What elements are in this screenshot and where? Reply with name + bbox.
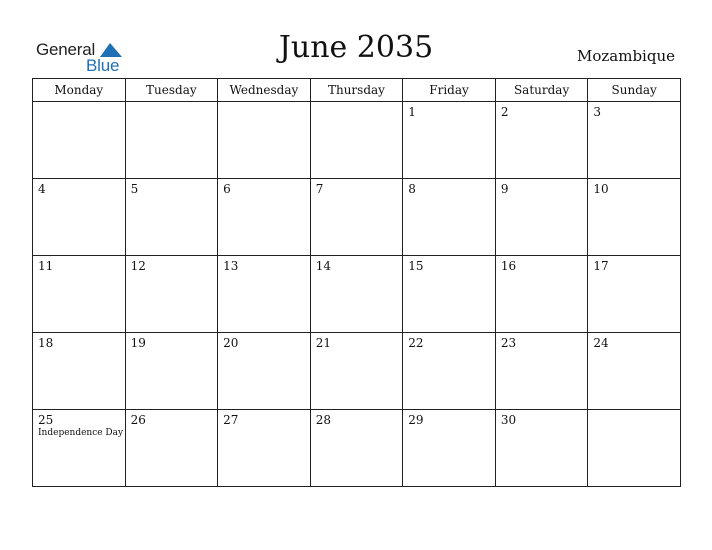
day-number: 25 bbox=[38, 413, 54, 427]
day-number: 24 bbox=[593, 336, 609, 350]
day-number: 3 bbox=[593, 105, 602, 119]
day-number: 2 bbox=[500, 105, 509, 119]
calendar-grid bbox=[32, 78, 681, 487]
day-number: 9 bbox=[500, 182, 509, 196]
day-number: 8 bbox=[408, 182, 416, 196]
day-cell bbox=[588, 102, 681, 179]
day-cell bbox=[588, 179, 681, 256]
day-cell bbox=[588, 333, 681, 410]
day-number: 14 bbox=[315, 259, 331, 273]
logo-word-general: General bbox=[36, 40, 96, 59]
day-cell bbox=[310, 410, 403, 487]
day-cell bbox=[33, 256, 126, 333]
day-cell bbox=[125, 102, 218, 179]
day-number: 26 bbox=[130, 413, 146, 427]
day-number: 28 bbox=[315, 413, 331, 427]
weekday-header: Tuesday bbox=[125, 79, 218, 102]
weekday-header: Friday bbox=[403, 79, 496, 102]
day-number: 7 bbox=[315, 182, 324, 196]
day-cell bbox=[33, 179, 126, 256]
day-number: 20 bbox=[223, 336, 239, 350]
calendar-title: June 2035 bbox=[278, 30, 434, 65]
week-row bbox=[33, 102, 681, 179]
weekday-header-row bbox=[33, 79, 681, 102]
day-cell bbox=[125, 256, 218, 333]
weekday-header: Wednesday bbox=[218, 79, 311, 102]
day-number: 15 bbox=[408, 259, 424, 273]
day-cell bbox=[33, 410, 126, 487]
day-cell bbox=[403, 410, 496, 487]
day-number: 13 bbox=[223, 259, 239, 273]
day-cell bbox=[588, 256, 681, 333]
day-cell bbox=[125, 410, 218, 487]
day-cell bbox=[218, 102, 311, 179]
day-cell bbox=[218, 333, 311, 410]
day-number: 22 bbox=[408, 336, 424, 350]
day-cell bbox=[310, 102, 403, 179]
day-cell bbox=[495, 333, 588, 410]
day-cell bbox=[218, 179, 311, 256]
day-cell bbox=[403, 333, 496, 410]
day-number: 17 bbox=[593, 259, 609, 273]
country-name: Mozambique bbox=[577, 47, 675, 65]
day-number: 1 bbox=[408, 105, 416, 119]
day-number: 10 bbox=[593, 182, 609, 196]
day-number: 23 bbox=[500, 336, 517, 350]
day-cell bbox=[310, 256, 403, 333]
day-cell bbox=[33, 333, 126, 410]
logo-word-blue: Blue bbox=[86, 56, 120, 75]
day-cell bbox=[125, 333, 218, 410]
day-number: 5 bbox=[130, 182, 139, 196]
day-number: 12 bbox=[130, 259, 146, 273]
day-number: 16 bbox=[500, 259, 517, 273]
day-cell bbox=[495, 410, 588, 487]
day-cell bbox=[495, 256, 588, 333]
day-cell bbox=[403, 102, 496, 179]
day-cell bbox=[403, 256, 496, 333]
week-row bbox=[33, 179, 681, 256]
day-cell bbox=[218, 410, 311, 487]
weekday-header: Thursday bbox=[310, 79, 403, 102]
day-cell bbox=[125, 179, 218, 256]
day-number: 29 bbox=[408, 413, 424, 427]
weekday-header: Saturday bbox=[495, 79, 588, 102]
weekday-header: Monday bbox=[33, 79, 126, 102]
day-number: 27 bbox=[223, 413, 239, 427]
day-number: 30 bbox=[500, 413, 517, 427]
day-number: 19 bbox=[130, 336, 146, 350]
day-cell bbox=[588, 410, 681, 487]
day-number: 6 bbox=[223, 182, 231, 196]
day-number: 11 bbox=[38, 259, 54, 273]
day-number: 18 bbox=[38, 336, 54, 350]
day-cell bbox=[218, 256, 311, 333]
day-number: 4 bbox=[38, 182, 46, 196]
holiday-label: Independence Day bbox=[38, 428, 124, 438]
day-cell bbox=[495, 179, 588, 256]
day-cell bbox=[310, 179, 403, 256]
week-row bbox=[33, 333, 681, 410]
day-cell bbox=[495, 102, 588, 179]
week-row bbox=[33, 256, 681, 333]
day-cell bbox=[403, 179, 496, 256]
day-cell bbox=[310, 333, 403, 410]
day-cell bbox=[33, 102, 126, 179]
day-number: 21 bbox=[315, 336, 331, 350]
week-row bbox=[33, 410, 681, 487]
weekday-header: Sunday bbox=[588, 79, 681, 102]
